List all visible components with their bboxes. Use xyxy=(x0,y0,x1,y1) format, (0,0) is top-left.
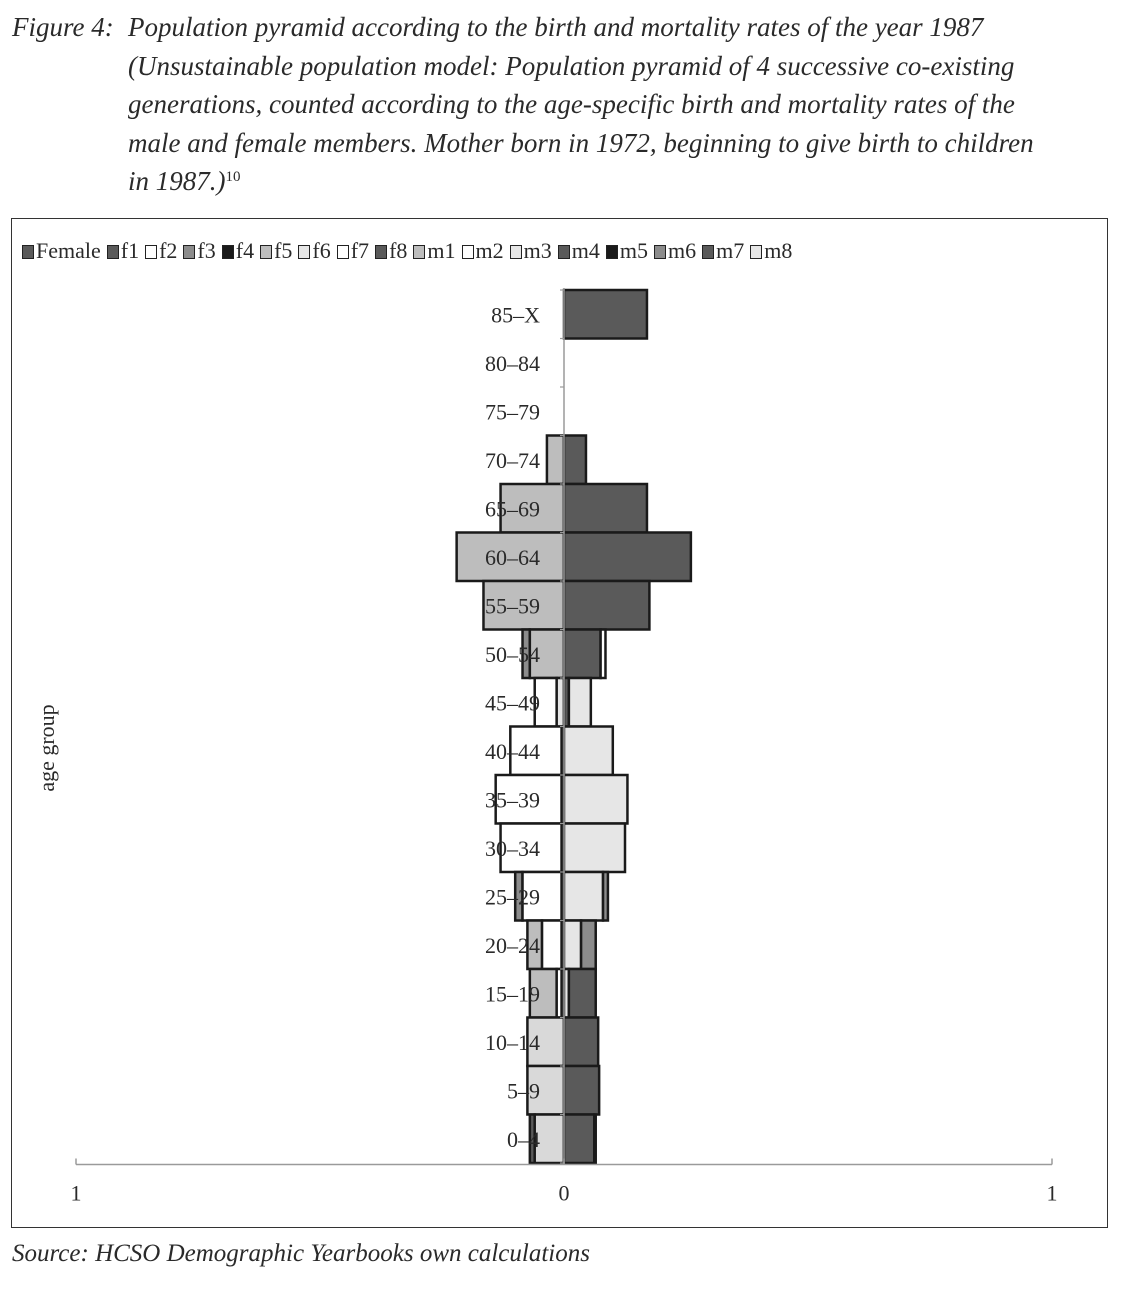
right-bar-40–44 xyxy=(564,727,613,776)
legend-label: m3 xyxy=(523,238,552,263)
legend-label: f4 xyxy=(235,238,255,263)
legend-label: f7 xyxy=(350,238,370,263)
category-label: 40–44 xyxy=(485,738,540,764)
right-bar-25–29 xyxy=(564,872,603,921)
legend-label: m5 xyxy=(619,238,649,263)
legend-label: m1 xyxy=(427,238,456,263)
right-bar-65–69 xyxy=(564,484,647,533)
category-label: 15–19 xyxy=(485,981,540,1007)
category-label: 80–84 xyxy=(485,350,540,376)
right-bar-35–39 xyxy=(564,775,627,824)
right-bar-50–54 xyxy=(601,630,606,679)
caption-lead: Figure 4: xyxy=(12,12,114,42)
left-bar-15–19 xyxy=(557,969,562,1018)
left-bar-20–24 xyxy=(542,921,562,970)
category-label: 25–29 xyxy=(485,884,540,910)
left-bar-70–74 xyxy=(547,436,564,485)
caption-line-3: generations, counted according to the age-specific birth and mortality rates of the xyxy=(128,89,1015,119)
legend-label: m4 xyxy=(571,238,600,263)
right-bar-0–4 xyxy=(594,1115,595,1164)
category-label: 0–4 xyxy=(507,1126,540,1152)
caption-line-5: in 1987.) xyxy=(128,166,226,196)
category-label: 55–59 xyxy=(485,593,540,619)
legend-label: f5 xyxy=(274,238,293,263)
category-label: 30–34 xyxy=(485,835,540,861)
category-label: 70–74 xyxy=(485,447,540,473)
right-bar-25–29 xyxy=(603,872,608,921)
right-bar-15–19 xyxy=(569,969,596,1018)
source-note: Source: HCSO Demographic Yearbooks own calculations xyxy=(12,1240,590,1267)
category-label: 75–79 xyxy=(485,399,540,425)
caption-line-1: Population pyramid according to the birth and mortality rates of the year 1987 xyxy=(128,12,984,42)
right-bar-20–24 xyxy=(564,921,581,970)
right-bar-55–59 xyxy=(564,581,649,630)
category-label: 35–39 xyxy=(485,787,540,813)
x-tick-label: 0 xyxy=(558,1180,570,1206)
right-bar-30–34 xyxy=(564,824,625,873)
caption-line-2: (Unsustainable population model: Population pyramid of 4 successive co-existing xyxy=(128,50,1015,81)
right-bar-85–X xyxy=(564,290,647,339)
right-bar-45–49 xyxy=(569,678,591,727)
legend-label: f8 xyxy=(389,238,408,263)
legend-label: f6 xyxy=(312,238,331,263)
category-label: 20–24 xyxy=(485,932,540,958)
category-label: 50–54 xyxy=(485,641,540,667)
right-bar-5–9 xyxy=(564,1066,599,1115)
x-tick-label: 1 xyxy=(1046,1180,1058,1206)
right-bar-60–64 xyxy=(564,533,691,582)
legend-label: m7 xyxy=(716,238,745,263)
legend-label: m6 xyxy=(668,238,697,263)
legend-label: f2 xyxy=(159,238,178,263)
right-bar-70–74 xyxy=(564,436,586,485)
category-label: 85–X xyxy=(491,302,540,328)
legend-label: m2 xyxy=(475,238,504,263)
right-bar-50–54 xyxy=(564,630,601,679)
legend-label: f1 xyxy=(120,238,140,263)
right-bar-20–24 xyxy=(581,921,596,970)
caption-line-4: male and female members. Mother born in 1972, beginning to give birth to children xyxy=(128,127,1034,158)
category-label: 45–49 xyxy=(485,690,540,716)
category-label: 5–9 xyxy=(507,1078,540,1104)
right-bar-10–14 xyxy=(564,1018,598,1067)
legend-label: m8 xyxy=(764,238,793,263)
legend-label: f3 xyxy=(197,238,216,263)
category-label: 65–69 xyxy=(485,496,540,522)
legend-label: Female xyxy=(36,238,101,263)
caption-footnote: 10 xyxy=(225,169,241,185)
category-label: 60–64 xyxy=(485,544,540,570)
right-bar-0–4 xyxy=(564,1115,594,1164)
category-label: 10–14 xyxy=(485,1029,540,1055)
y-axis-label: age group xyxy=(34,704,59,792)
x-tick-label: 1 xyxy=(70,1180,82,1206)
